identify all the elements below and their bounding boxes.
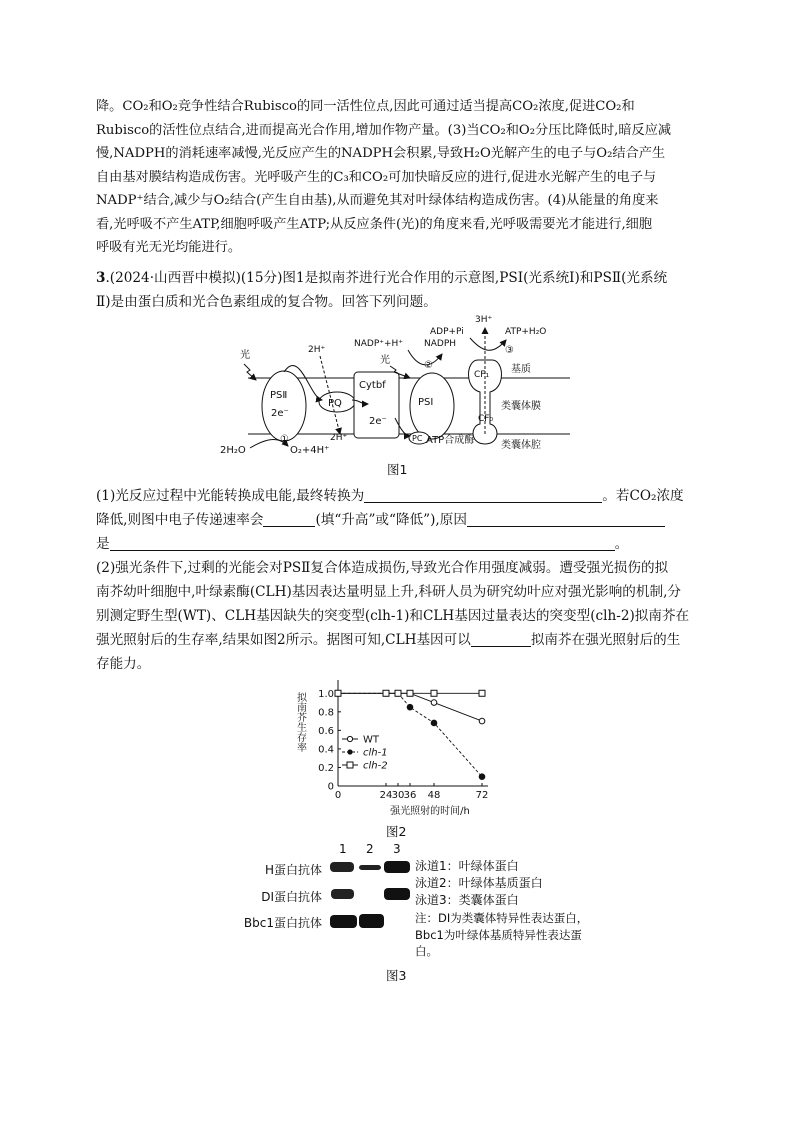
sub1-text: (1)光反应过程中光能转换成电能,最终转换为 [96, 488, 365, 504]
answer-line: NADP⁺结合,减少与O₂结合(产生自由基),从而避免其对叶绿体结构造成伤害。(4)从能量的角度来 [96, 193, 659, 208]
stem-text: Ⅱ)是由蛋白质和光合色素组成的复合物。回答下列问题。 [96, 294, 437, 310]
data-point-clh-2 [407, 690, 413, 696]
blot-band [330, 862, 354, 872]
y-tick-label: 0.4 [318, 744, 334, 756]
proton-label: 2H⁺ [330, 433, 348, 443]
atp-label: ATP+H₂O [505, 327, 547, 337]
figure1-diagram [220, 308, 575, 458]
data-point-clh-2 [431, 690, 437, 696]
membrane-label: 类囊体膜 [501, 401, 541, 412]
atp-arrow [470, 338, 506, 350]
data-point-clh-2 [335, 690, 341, 696]
data-point-WT [479, 718, 485, 724]
data-point-clh-1 [431, 720, 437, 726]
proton-label: 3H⁺ [475, 315, 493, 325]
legend-entry: clh-2 [363, 760, 388, 772]
sub2-text: (2)强光条件下,过剩的光能会对PSⅡ复合体造成损伤,导致光合作用强度减弱。遭受强光损伤的拟 [96, 560, 669, 576]
sub1-text: 是 [96, 536, 110, 552]
antibody-label: DI蛋白抗体 [261, 890, 322, 904]
blot-band [384, 888, 410, 900]
sub1-text: 。 [614, 536, 629, 552]
lane-legend [415, 858, 543, 909]
data-point-clh-2 [395, 690, 401, 696]
answer-paragraph [96, 95, 696, 260]
x-tick-label: 0 [334, 790, 342, 801]
antibody-label: H蛋白抗体 [264, 863, 322, 877]
lane-number: 2 [366, 842, 374, 856]
step-1: ① [280, 434, 289, 445]
psii-complex [262, 371, 306, 441]
lumen-label: 类囊体腔 [501, 440, 541, 451]
western-blot [326, 856, 412, 936]
y-axis-label: 拟南芥生存率 [294, 692, 306, 752]
legend-marker [347, 762, 353, 768]
stem-text: .(2024·山西晋中模拟)(15分)图1是拟南芥进行光合作用的示意图,PSⅠ(光系统Ⅰ)和PSⅡ(光系统 [105, 270, 668, 286]
cf0-label: CF₀ [478, 414, 494, 424]
question-3-1 [96, 484, 696, 556]
pq-label: PQ [328, 398, 342, 409]
step-3: ③ [505, 345, 514, 356]
cytbf-label: Cytbf [359, 380, 386, 391]
stroma-label: 基质 [511, 364, 531, 375]
sub2-text: 拟南芥在强光照射后的生 [530, 632, 681, 648]
y-tick-label: 0.6 [318, 725, 334, 737]
answer-line: 呼吸有光无光均能进行。 [96, 240, 242, 255]
blot-band [359, 914, 384, 928]
data-point-clh-1 [479, 774, 485, 780]
legend-entry: clh-1 [363, 747, 388, 759]
legend-entry: WT [363, 734, 379, 746]
question-3-2 [96, 556, 696, 676]
figure2-caption: 图2 [386, 824, 407, 839]
light-label: 光 [240, 350, 250, 361]
blot-band [359, 865, 381, 870]
y-tick-label: 0.2 [318, 762, 334, 774]
legend-marker [347, 749, 352, 754]
psii-label: PSⅡ [270, 390, 288, 401]
figure1-caption: 图1 [387, 462, 408, 477]
data-point-clh-1 [407, 704, 413, 710]
data-point-clh-2 [383, 690, 389, 696]
answer-blank[interactable] [364, 487, 602, 503]
step-2: ② [424, 360, 433, 371]
lane-description: 泳道2：叶绿体基质蛋白 [415, 876, 543, 890]
data-point-WT [431, 700, 437, 706]
oxygen-label: O₂+4H⁺ [290, 445, 330, 456]
answer-line: Rubisco的活性位点结合,进而提高光合作用,增加作物产量。(3)当CO₂和O₂分压比降低时,暗反应减 [96, 122, 672, 138]
x-axis-label: 强光照射的时间/h [390, 806, 470, 817]
lane-description: 泳道1：叶绿体蛋白 [415, 859, 519, 873]
cf1-label: CF₁ [474, 370, 490, 380]
electron-label: 2e⁻ [369, 416, 387, 427]
water-label: 2H₂O [220, 445, 246, 456]
figure2-chart [290, 672, 510, 820]
lane-number: 3 [393, 842, 401, 856]
y-tick-label: 1.0 [318, 688, 334, 700]
answer-line: 降。CO₂和O₂竞争性结合Rubisco的同一活性位点,因此可通过适当提高CO₂浓度,促进CO₂和 [96, 99, 635, 114]
lane-description: 泳道3：类囊体蛋白 [415, 893, 519, 907]
antibody-label: Bbc1蛋白抗体 [243, 916, 322, 930]
answer-blank[interactable] [471, 631, 531, 647]
answer-line: 慢,NADPH的消耗速率减慢,光反应产生的NADPH会积累,导致H₂O光解产生的电子与O₂结合产生 [96, 146, 666, 161]
figure3-caption: 图3 [386, 968, 407, 983]
adp-label: ADP+Pi [430, 327, 464, 337]
answer-blank[interactable] [263, 511, 315, 527]
y-tick-label: 0 [327, 781, 334, 793]
x-tick-label: 30 [391, 790, 405, 801]
answer-blank[interactable] [110, 535, 615, 551]
sub2-text: 存能力。 [96, 656, 151, 672]
blot-band [384, 861, 410, 873]
sub2-text: 别测定野生型(WT)、CLH基因缺失的突变型(clh-1)和CLH基因过量表达的突变型(clh-2)拟南芥在 [96, 608, 690, 624]
x-tick-label: 36 [403, 790, 417, 801]
figure3-note: 注：DI为类囊体特异性表达蛋白，Bbc1为叶绿体基质特异性表达蛋白。 [415, 911, 589, 958]
pc-label: PC [412, 434, 423, 443]
sub2-text: 强光照射后的生存率,结果如图2所示。据图可知,CLH基因可以 [96, 632, 471, 648]
sub1-text: 降低,则图中电子传递速率会 [96, 512, 264, 528]
electron-label: 2e⁻ [271, 408, 289, 419]
y-tick-label: 0.8 [318, 707, 334, 719]
blot-band [330, 915, 357, 928]
x-tick-label: 24 [379, 790, 393, 801]
data-point-clh-2 [479, 690, 485, 696]
question-number: 3 [96, 270, 106, 286]
psi-label: PSⅠ [418, 397, 434, 408]
question-3-stem [96, 266, 696, 314]
x-tick-label: 48 [427, 790, 441, 801]
answer-line: 看,光呼吸不产生ATP,细胞呼吸产生ATP;从反应条件(光)的角度来看,光呼吸需要光才能进行,细胞 [96, 216, 653, 232]
x-tick-label: 72 [475, 790, 489, 801]
blot-band [331, 889, 354, 899]
sub2-text: 南芥幼叶细胞中,叶绿素酶(CLH)基因表达量明显上升,科研人员为研究幼叶应对强光影响的机制,分 [96, 584, 682, 600]
nadph-label: NADPH [424, 339, 457, 349]
nadp-label: NADP⁺+H⁺ [354, 339, 404, 349]
atp-synthase-label: ATP合成酶 [426, 435, 475, 446]
sub1-text: 。若CO₂浓度 [602, 488, 684, 504]
answer-blank[interactable] [467, 511, 665, 527]
lane-number: 1 [339, 842, 347, 856]
answer-line: 自由基对膜结构造成伤害。光呼吸产生的C₃和CO₂可加快暗反应的进行,促进水光解产生的电子与 [96, 169, 657, 185]
proton-label: 2H⁺ [308, 345, 326, 355]
light-label: 光 [380, 355, 390, 366]
sub1-text: (填“升高”或“降低”),原因 [315, 512, 467, 528]
legend-marker [347, 736, 352, 741]
